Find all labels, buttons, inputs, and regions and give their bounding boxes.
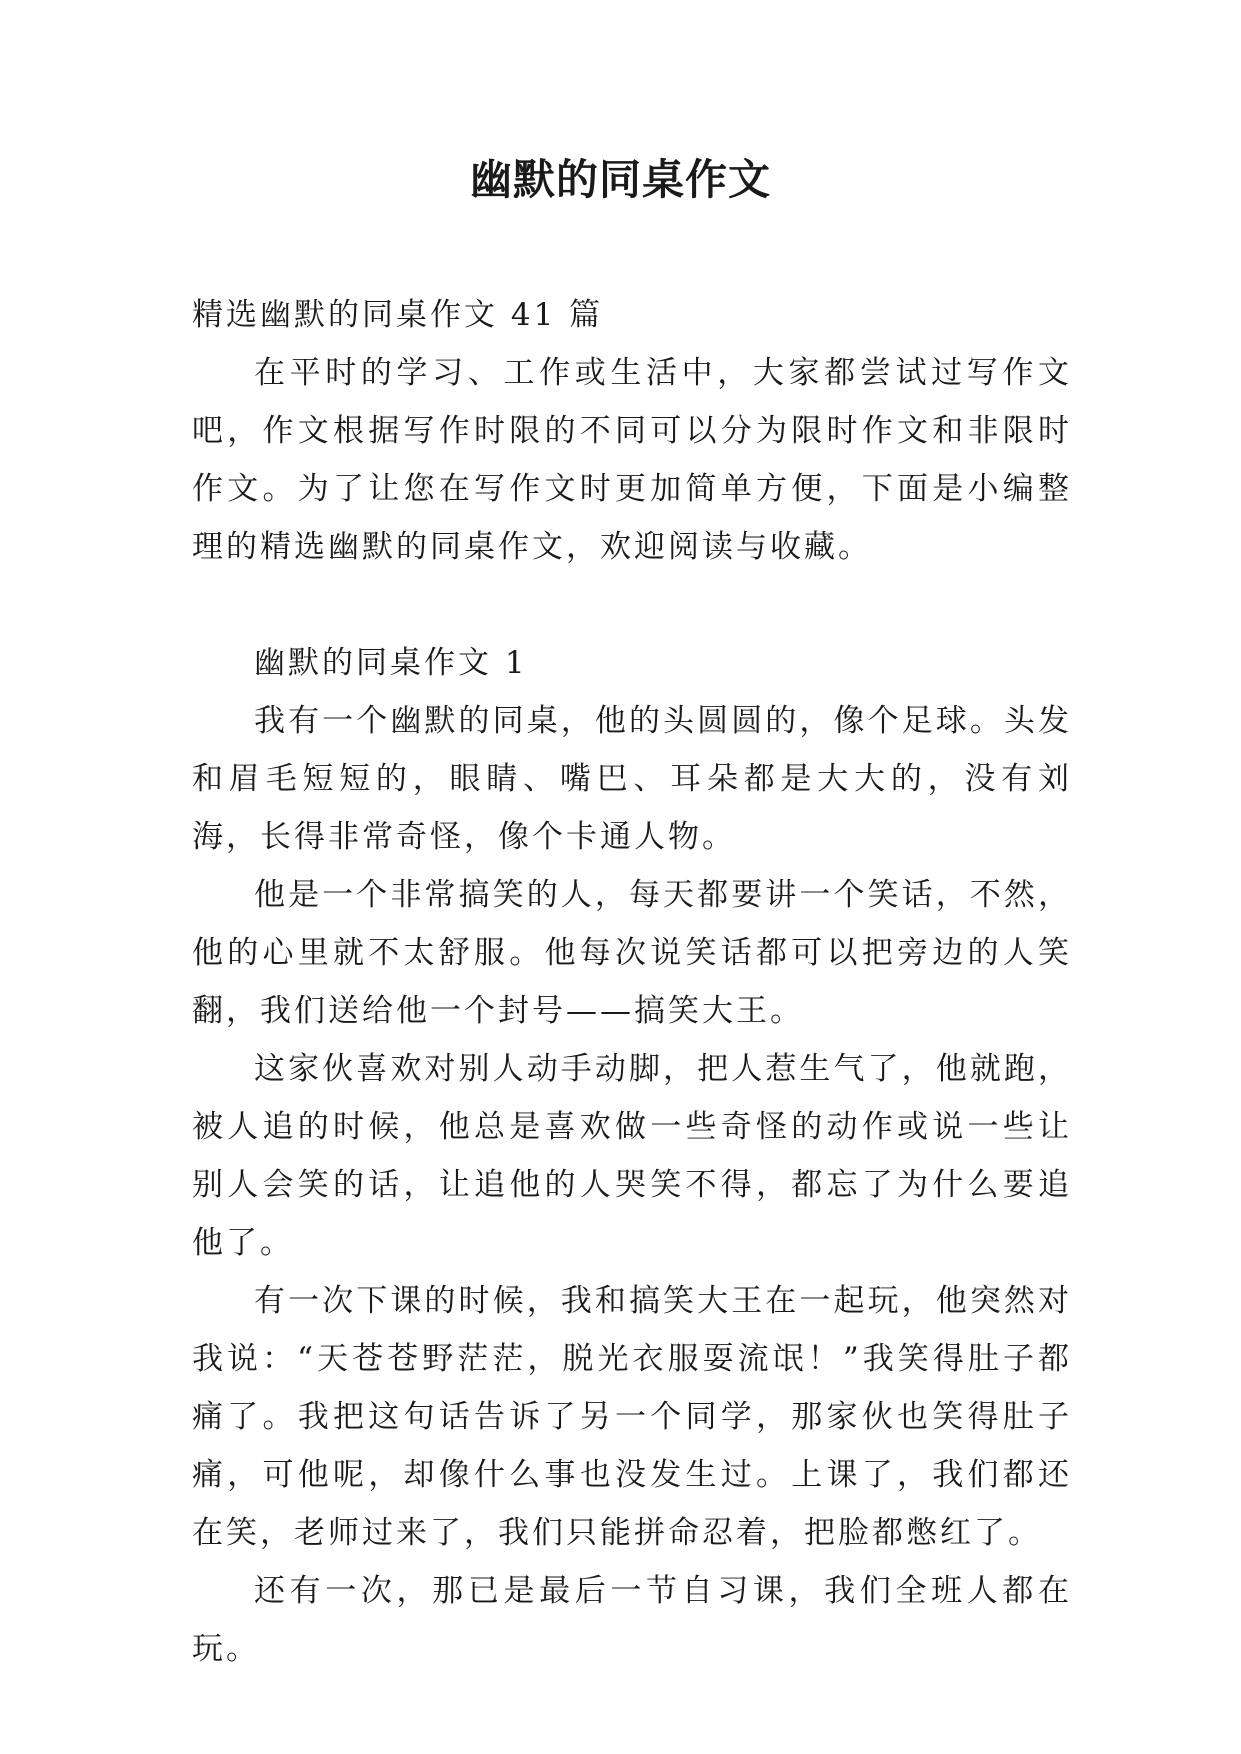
intro-paragraph: 在平时的学习、工作或生活中，大家都尝试过写作文吧，作文根据写作时限的不同可以分为限时作文和非限时作文。为了让您在写作文时更加简单方便，下面是小编整理的精选幽默的同桌作文，欢迎阅读与收藏。 — [192, 355, 1072, 565]
document-subtitle: 精选幽默的同桌作文 41 篇 — [192, 297, 604, 333]
body-paragraph: 他是一个非常搞笑的人，每天都要讲一个笑话，不然，他的心里就不太舒服。他每次说笑话都可以把旁边的人笑翻，我们送给他一个封号——搞笑大王。 — [192, 877, 1072, 1029]
body-paragraph: 这家伙喜欢对别人动手动脚，把人惹生气了，他就跑，被人追的时候，他总是喜欢做一些奇怪的动作或说一些让别人会笑的话，让追他的人哭笑不得，都忘了为什么要追他了。 — [192, 1051, 1072, 1261]
document-title: 幽默的同桌作文 — [469, 155, 771, 204]
body-paragraph: 我有一个幽默的同桌，他的头圆圆的，像个足球。头发和眉毛短短的，眼睛、嘴巴、耳朵都是大大的，没有刘海，长得非常奇怪，像个卡通人物。 — [192, 703, 1072, 855]
section-heading: 幽默的同桌作文 1 — [254, 645, 528, 681]
body-paragraph: 有一次下课的时候，我和搞笑大王在一起玩，他突然对我说：“天苍苍野茫茫，脱光衣服耍流氓！”我笑得肚子都痛了。我把这句话告诉了另一个同学，那家伙也笑得肚子痛，可他呢，却像什么事也没发生过。上课了，我们都还在笑，老师过来了，我们只能拼命忍着，把脸都憋红了。 — [192, 1283, 1072, 1551]
document-body — [192, 286, 1072, 1678]
body-paragraph: 还有一次，那已是最后一节自习课，我们全班人都在玩。 — [192, 1573, 1072, 1667]
